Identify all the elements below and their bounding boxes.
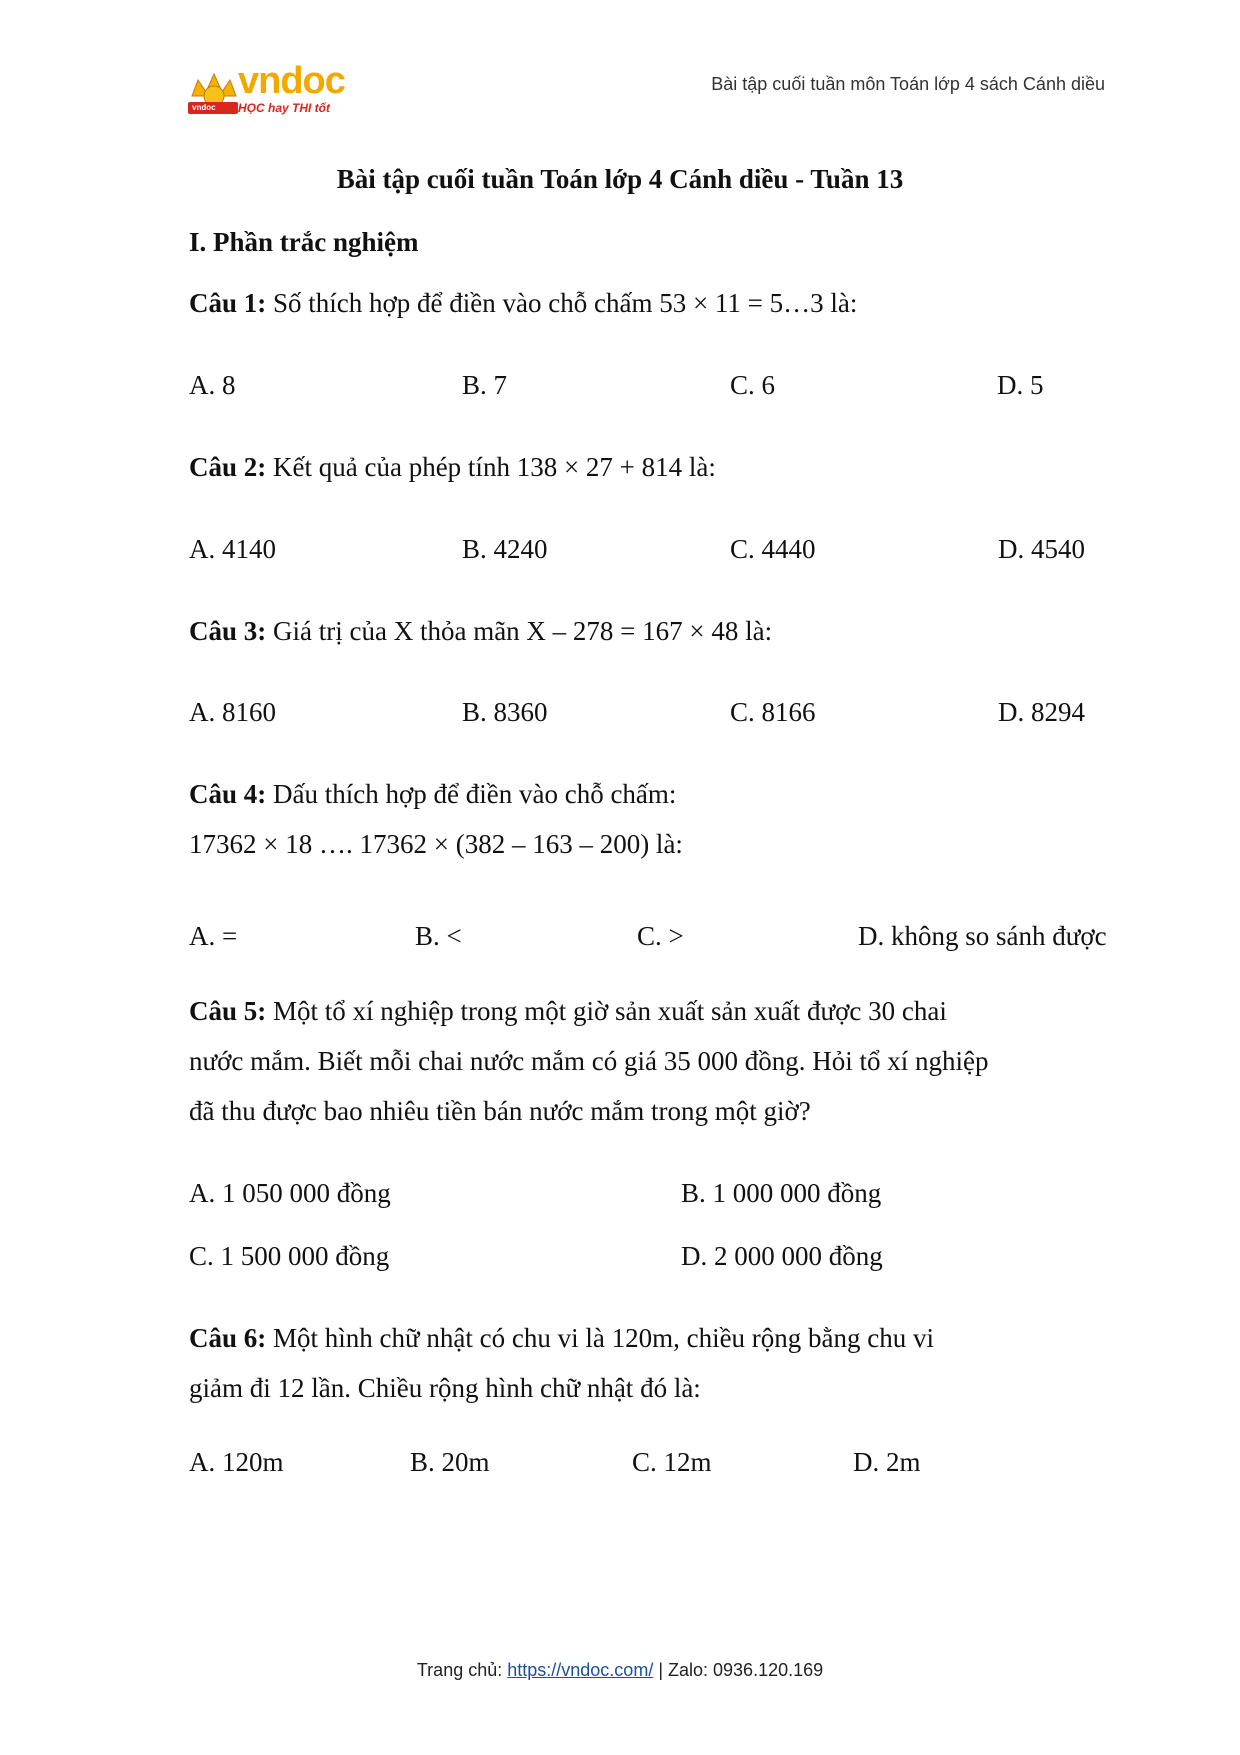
question-4	[189, 779, 676, 810]
q2-option-b[interactable]: B. 4240	[462, 534, 548, 564]
footer-zalo: | Zalo: 0936.120.169	[653, 1660, 824, 1680]
q3-option-a[interactable]: A. 8160	[189, 697, 276, 727]
q4-option-a[interactable]: A. =	[189, 921, 238, 951]
question-text: Số thích hợp để điền vào chỗ chấm 53 × 11 = 5…3 là:	[273, 288, 858, 318]
q1-option-c[interactable]: C. 6	[730, 370, 776, 400]
q5-option-a[interactable]: A. 1 050 000 đồng	[189, 1178, 391, 1208]
q6-option-a[interactable]: A. 120m	[189, 1447, 284, 1477]
question-text: Một hình chữ nhật có chu vi là 120m, chiều rộng bằng chu vi	[273, 1323, 935, 1353]
question-label: Câu 6:	[189, 1323, 267, 1353]
document-title: Bài tập cuối tuần Toán lớp 4 Cánh diều - Tuần 13	[336, 164, 904, 194]
question-label: Câu 1:	[189, 288, 267, 318]
question-1	[189, 288, 857, 319]
section-heading: I. Phần trắc nghiệm	[189, 227, 419, 257]
homepage-link[interactable]: https://vndoc.com/	[507, 1660, 654, 1680]
q3-option-b[interactable]: B. 8360	[462, 697, 548, 727]
q5-option-c[interactable]: C. 1 500 000 đồng	[189, 1241, 390, 1271]
question-label: Câu 5:	[189, 996, 267, 1026]
q4-option-c[interactable]: C. >	[637, 921, 684, 951]
question-3	[189, 616, 772, 647]
q3-option-d[interactable]: D. 8294	[998, 697, 1085, 727]
question-5-line-3: đã thu được bao nhiêu tiền bán nước mắm trong một giờ?	[189, 1096, 811, 1126]
q1-option-d[interactable]: D. 5	[997, 370, 1044, 400]
question-5	[189, 996, 947, 1027]
q5-option-b[interactable]: B. 1 000 000 đồng	[681, 1178, 882, 1208]
q1-option-b[interactable]: B. 7	[462, 370, 508, 400]
question-label: Câu 3:	[189, 616, 267, 646]
q2-option-a[interactable]: A. 4140	[189, 534, 276, 564]
q1-option-a[interactable]: A. 8	[189, 370, 236, 400]
question-2	[189, 452, 716, 483]
q2-option-d[interactable]: D. 4540	[998, 534, 1085, 564]
page-footer	[0, 1660, 1240, 1681]
question-4-expression: 17362 × 18 …. 17362 × (382 – 163 – 200) là:	[189, 829, 683, 859]
q4-option-d[interactable]: D. không so sánh được	[858, 921, 1107, 951]
question-text: Giá trị của X thỏa mãn X – 278 = 167 × 48 là:	[273, 616, 773, 646]
logo-tagline: HỌC hay THI tốt	[238, 101, 330, 115]
q4-option-b[interactable]: B. <	[415, 921, 462, 951]
question-6-line-2: giảm đi 12 lần. Chiều rộng hình chữ nhật đó là:	[189, 1373, 701, 1403]
logo-badge-text: vndoc	[192, 103, 216, 112]
footer-prefix: Trang chủ:	[416, 1660, 508, 1680]
q5-option-d[interactable]: D. 2 000 000 đồng	[681, 1241, 883, 1271]
q6-option-b[interactable]: B. 20m	[410, 1447, 490, 1477]
question-6	[189, 1323, 934, 1354]
question-text: Kết quả của phép tính 138 × 27 + 814 là:	[273, 452, 716, 482]
logo-brand-text: vndoc	[238, 60, 345, 102]
q3-option-c[interactable]: C. 8166	[730, 697, 816, 727]
question-text: Một tổ xí nghiệp trong một giờ sản xuất sản xuất được 30 chai	[273, 996, 947, 1026]
q6-option-c[interactable]: C. 12m	[632, 1447, 712, 1477]
header-right-text: Bài tập cuối tuần môn Toán lớp 4 sách Cánh diều	[711, 74, 1105, 94]
question-5-line-2: nước mắm. Biết mỗi chai nước mắm có giá 35 000 đồng. Hỏi tổ xí nghiệp	[189, 1046, 989, 1076]
question-text: Dấu thích hợp để điền vào chỗ chấm:	[273, 779, 677, 809]
question-label: Câu 4:	[189, 779, 267, 809]
q2-option-c[interactable]: C. 4440	[730, 534, 816, 564]
question-label: Câu 2:	[189, 452, 267, 482]
q6-option-d[interactable]: D. 2m	[853, 1447, 921, 1477]
